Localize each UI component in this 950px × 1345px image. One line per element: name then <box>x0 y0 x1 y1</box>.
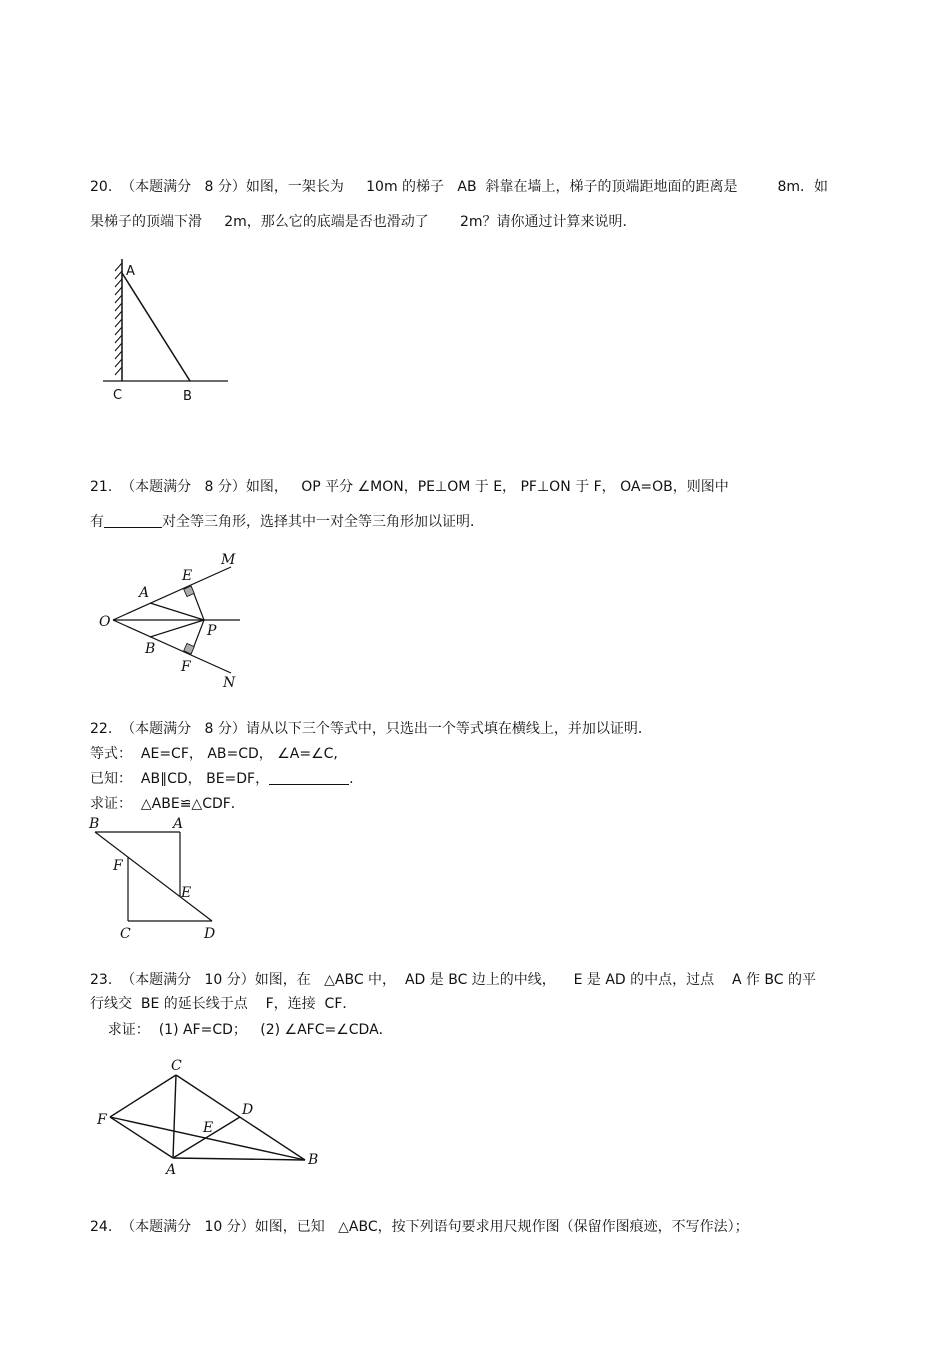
q22-line1: 22. （本题满分 8 分）请从以下三个等式中，只选出一个等式填在横线上，并加以证明． <box>90 721 652 737</box>
label-f: F <box>97 1112 107 1128</box>
q20-line1: 20. （本题满分 8 分）如图，一架长为 10m 的梯子 AB 斜靠在墙上，梯子的顶端距地面的距离是 8m．如 <box>90 179 829 195</box>
label-a: A <box>126 264 135 279</box>
label-c: C <box>120 926 131 942</box>
seg-fc <box>110 1075 176 1117</box>
label-p: P <box>207 623 217 639</box>
label-d: D <box>242 1102 254 1118</box>
q22-line3-pre: 已知： AB∥CD， BE=DF， <box>90 771 270 787</box>
label-b: B <box>145 641 156 657</box>
label-b: B <box>183 389 192 404</box>
label-e: E <box>203 1120 214 1136</box>
label-f: F <box>113 858 123 874</box>
q20-line2: 果梯子的顶端下滑 2m，那么它的底端是否也滑动了 2m？请你通过计算来说明． <box>90 214 637 230</box>
seg-bd <box>95 832 212 921</box>
seg-bp <box>150 620 204 637</box>
q23-line2: 行线交 BE 的延长线于点 F，连接 CF． <box>90 996 357 1012</box>
label-a: A <box>173 816 184 832</box>
label-e: E <box>181 885 192 901</box>
label-m: M <box>221 552 236 568</box>
seg-fa <box>110 1117 173 1158</box>
q24-line1: 24. （本题满分 10 分）如图，已知 △ABC，按下列语句要求用尺规作图（保留作图痕迹，不写作法）； <box>90 1219 749 1235</box>
seg-ab <box>173 1158 305 1160</box>
label-f: F <box>181 659 191 675</box>
q23-line1: 23. （本题满分 10 分）如图，在 △ABC 中， AD 是 BC 边上的中线， E 是 AD 的中点，过点 A 作 BC 的平 <box>90 972 817 988</box>
q22-answer-blank <box>269 770 349 785</box>
seg-cb <box>176 1075 305 1160</box>
label-a: A <box>166 1162 177 1178</box>
wall-hatching <box>115 263 122 375</box>
triangle-figure <box>90 1050 330 1180</box>
seg-ca <box>173 1075 176 1158</box>
angle-bisector-figure <box>95 550 255 695</box>
label-n: N <box>223 675 236 691</box>
q21-line1: 21. （本题满分 8 分）如图， OP 平分 ∠MON，PE⊥OM 于 E， PF⊥ON 于 F， OA=OB，则图中 <box>90 479 729 495</box>
parallel-figure <box>85 815 225 945</box>
label-d: D <box>204 926 216 942</box>
label-c: C <box>171 1058 182 1074</box>
label-e: E <box>182 568 193 584</box>
label-c: C <box>113 388 123 403</box>
q21-line2 <box>90 513 484 531</box>
q22-line3-post: . <box>349 771 354 787</box>
q21-line2-pre: 有 <box>90 514 104 530</box>
ladder-ab <box>122 273 190 381</box>
ray-om <box>113 567 231 620</box>
label-o: O <box>99 614 111 630</box>
label-b: B <box>89 816 100 832</box>
seg-ap <box>150 603 204 620</box>
q22-line4: 求证： △ABE≌△CDF． <box>90 796 245 812</box>
ladder-figure <box>95 255 235 405</box>
label-a: A <box>139 585 150 601</box>
q22-line3 <box>90 770 354 788</box>
q21-line2-post: 对全等三角形，选择其中一对全等三角形加以证明． <box>162 514 484 530</box>
q22-line2: 等式： AE=CF， AB=CD， ∠A=∠C, <box>90 746 338 762</box>
q23-line3: 求证： (1) AF=CD； (2) ∠AFC=∠CDA． <box>90 1022 393 1038</box>
label-b: B <box>308 1152 319 1168</box>
q21-answer-blank <box>104 513 162 528</box>
